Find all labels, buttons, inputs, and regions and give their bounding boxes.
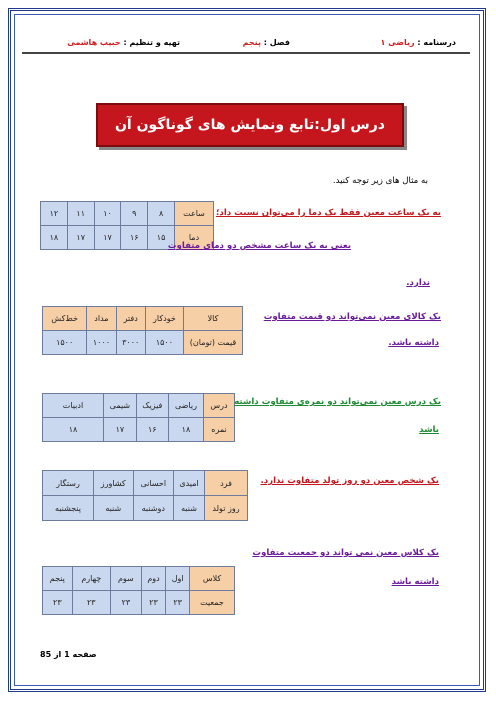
table-cell: احسانی (133, 471, 173, 496)
lesson-label: درسنامه : (417, 38, 456, 47)
example4-line1: یک شخص معین دو روز تولد متفاوت ندارد. (260, 476, 439, 486)
example5-line1: یک کلاس معین نمی تواند دو جمعیت متفاوت (252, 548, 439, 558)
lesson-field (380, 38, 456, 47)
chapter-label: فصل : (263, 38, 290, 47)
table-cell: دما (175, 226, 214, 250)
author-field (67, 38, 180, 47)
table-cell: ۱۷ (104, 418, 137, 442)
class-population-table (42, 566, 235, 615)
table-cell: ۲۳ (110, 591, 141, 615)
page-current: 1 (64, 650, 70, 659)
table-cell: روز تولد (205, 496, 248, 521)
table-cell: فرد (205, 471, 248, 496)
page-of: از (53, 650, 62, 659)
table-cell: اول (166, 567, 190, 591)
table-cell: سوم (110, 567, 141, 591)
table-cell: ۱۲ (41, 202, 68, 226)
goods-price-table (42, 306, 243, 355)
table-cell: کالا (184, 307, 243, 331)
table-cell: پنجشنبه (43, 496, 94, 521)
table-cell: ۱۶ (136, 418, 168, 442)
lesson-title-box (96, 103, 404, 147)
table-cell: ۲۳ (166, 591, 190, 615)
example1-line1: به یک ساعت معین فقط یک دما را می‌توان نسبت داد؛ (215, 208, 441, 218)
table-cell: ۱۷ (94, 226, 121, 250)
table-cell: ۱۸ (168, 418, 203, 442)
table-cell: رستگار (43, 471, 94, 496)
table-cell: ۱۵۰۰ (43, 331, 87, 355)
table-cell: شنبه (94, 496, 134, 521)
table-cell: دفتر (116, 307, 145, 331)
table-cell: ۱۸ (43, 418, 104, 442)
table-cell: چهارم (72, 567, 110, 591)
table-cell: شیمی (104, 394, 137, 418)
table-cell: ساعت (175, 202, 214, 226)
table-cell: ۱۰ (94, 202, 121, 226)
chapter-field (243, 38, 290, 47)
table-cell: ۱۵ (148, 226, 175, 250)
header-divider (22, 52, 470, 54)
table-cell: قیمت (تومان) (184, 331, 243, 355)
table-cell: جمعیت (190, 591, 235, 615)
table-cell: نمره (204, 418, 235, 442)
table-cell: ۱۰۰۰ (87, 331, 116, 355)
author-label: تهیه و تنظیم : (123, 38, 180, 47)
example5-line2: داشته باشد (391, 577, 439, 587)
example3-line1: یک درس معین نمی‌تواند دو نمره‌ی متفاوت داشته (234, 397, 441, 407)
table-cell: ۱۵۰۰ (145, 331, 183, 355)
table-cell: ۱۷ (67, 226, 94, 250)
lesson-value: ریاضی ۱ (380, 38, 415, 47)
table-cell: خط‌کش (43, 307, 87, 331)
table-cell: ۱۱ (67, 202, 94, 226)
example3-line2: باشد (419, 425, 439, 435)
table-cell: شنبه (174, 496, 205, 521)
table-cell: خودکار (145, 307, 183, 331)
table-cell: ۹ (121, 202, 148, 226)
table-cell: دوم (141, 567, 166, 591)
table-cell: ۱۸ (41, 226, 68, 250)
author-value: حبیب هاشمی (67, 38, 121, 47)
page-total: 85 (40, 650, 52, 659)
table-cell: ۳۰۰۰ (116, 331, 145, 355)
example1-line2: یعنی به یک ساعت مشخص دو دمای متفاوت (167, 241, 351, 251)
person-birthday-table (42, 470, 248, 521)
table-cell: ۸ (148, 202, 175, 226)
table-cell: درس (204, 394, 235, 418)
table-cell: ۱۶ (121, 226, 148, 250)
table-cell: ادبیات (43, 394, 104, 418)
table-cell: کلاس (190, 567, 235, 591)
table-cell: پنجم (43, 567, 73, 591)
chapter-value: پنجم (242, 38, 261, 47)
example2-line1: یک کالای معین نمی‌تواند دو قیمت متفاوت (263, 312, 441, 322)
page-number (40, 650, 97, 659)
table-cell: کشاورز (94, 471, 134, 496)
intro-text: به مثال های زیر توجه کنید. (332, 176, 428, 186)
page-label: صفحه (72, 650, 97, 659)
example2-line2: داشته باشد. (388, 338, 439, 348)
lesson-title: درس اول:تابع ونمایش های گوناگون آن (114, 117, 385, 133)
table-cell: فیزیک (136, 394, 168, 418)
example1-line3: ندارد. (406, 278, 430, 288)
table-cell: ۲۳ (72, 591, 110, 615)
table-cell: دوشنبه (133, 496, 173, 521)
table-cell: مداد (87, 307, 116, 331)
table-cell: ۲۳ (141, 591, 166, 615)
table-cell: ریاضی (168, 394, 203, 418)
table-cell: ۲۳ (43, 591, 73, 615)
course-grade-table (42, 393, 235, 442)
table-cell: امیدی (174, 471, 205, 496)
